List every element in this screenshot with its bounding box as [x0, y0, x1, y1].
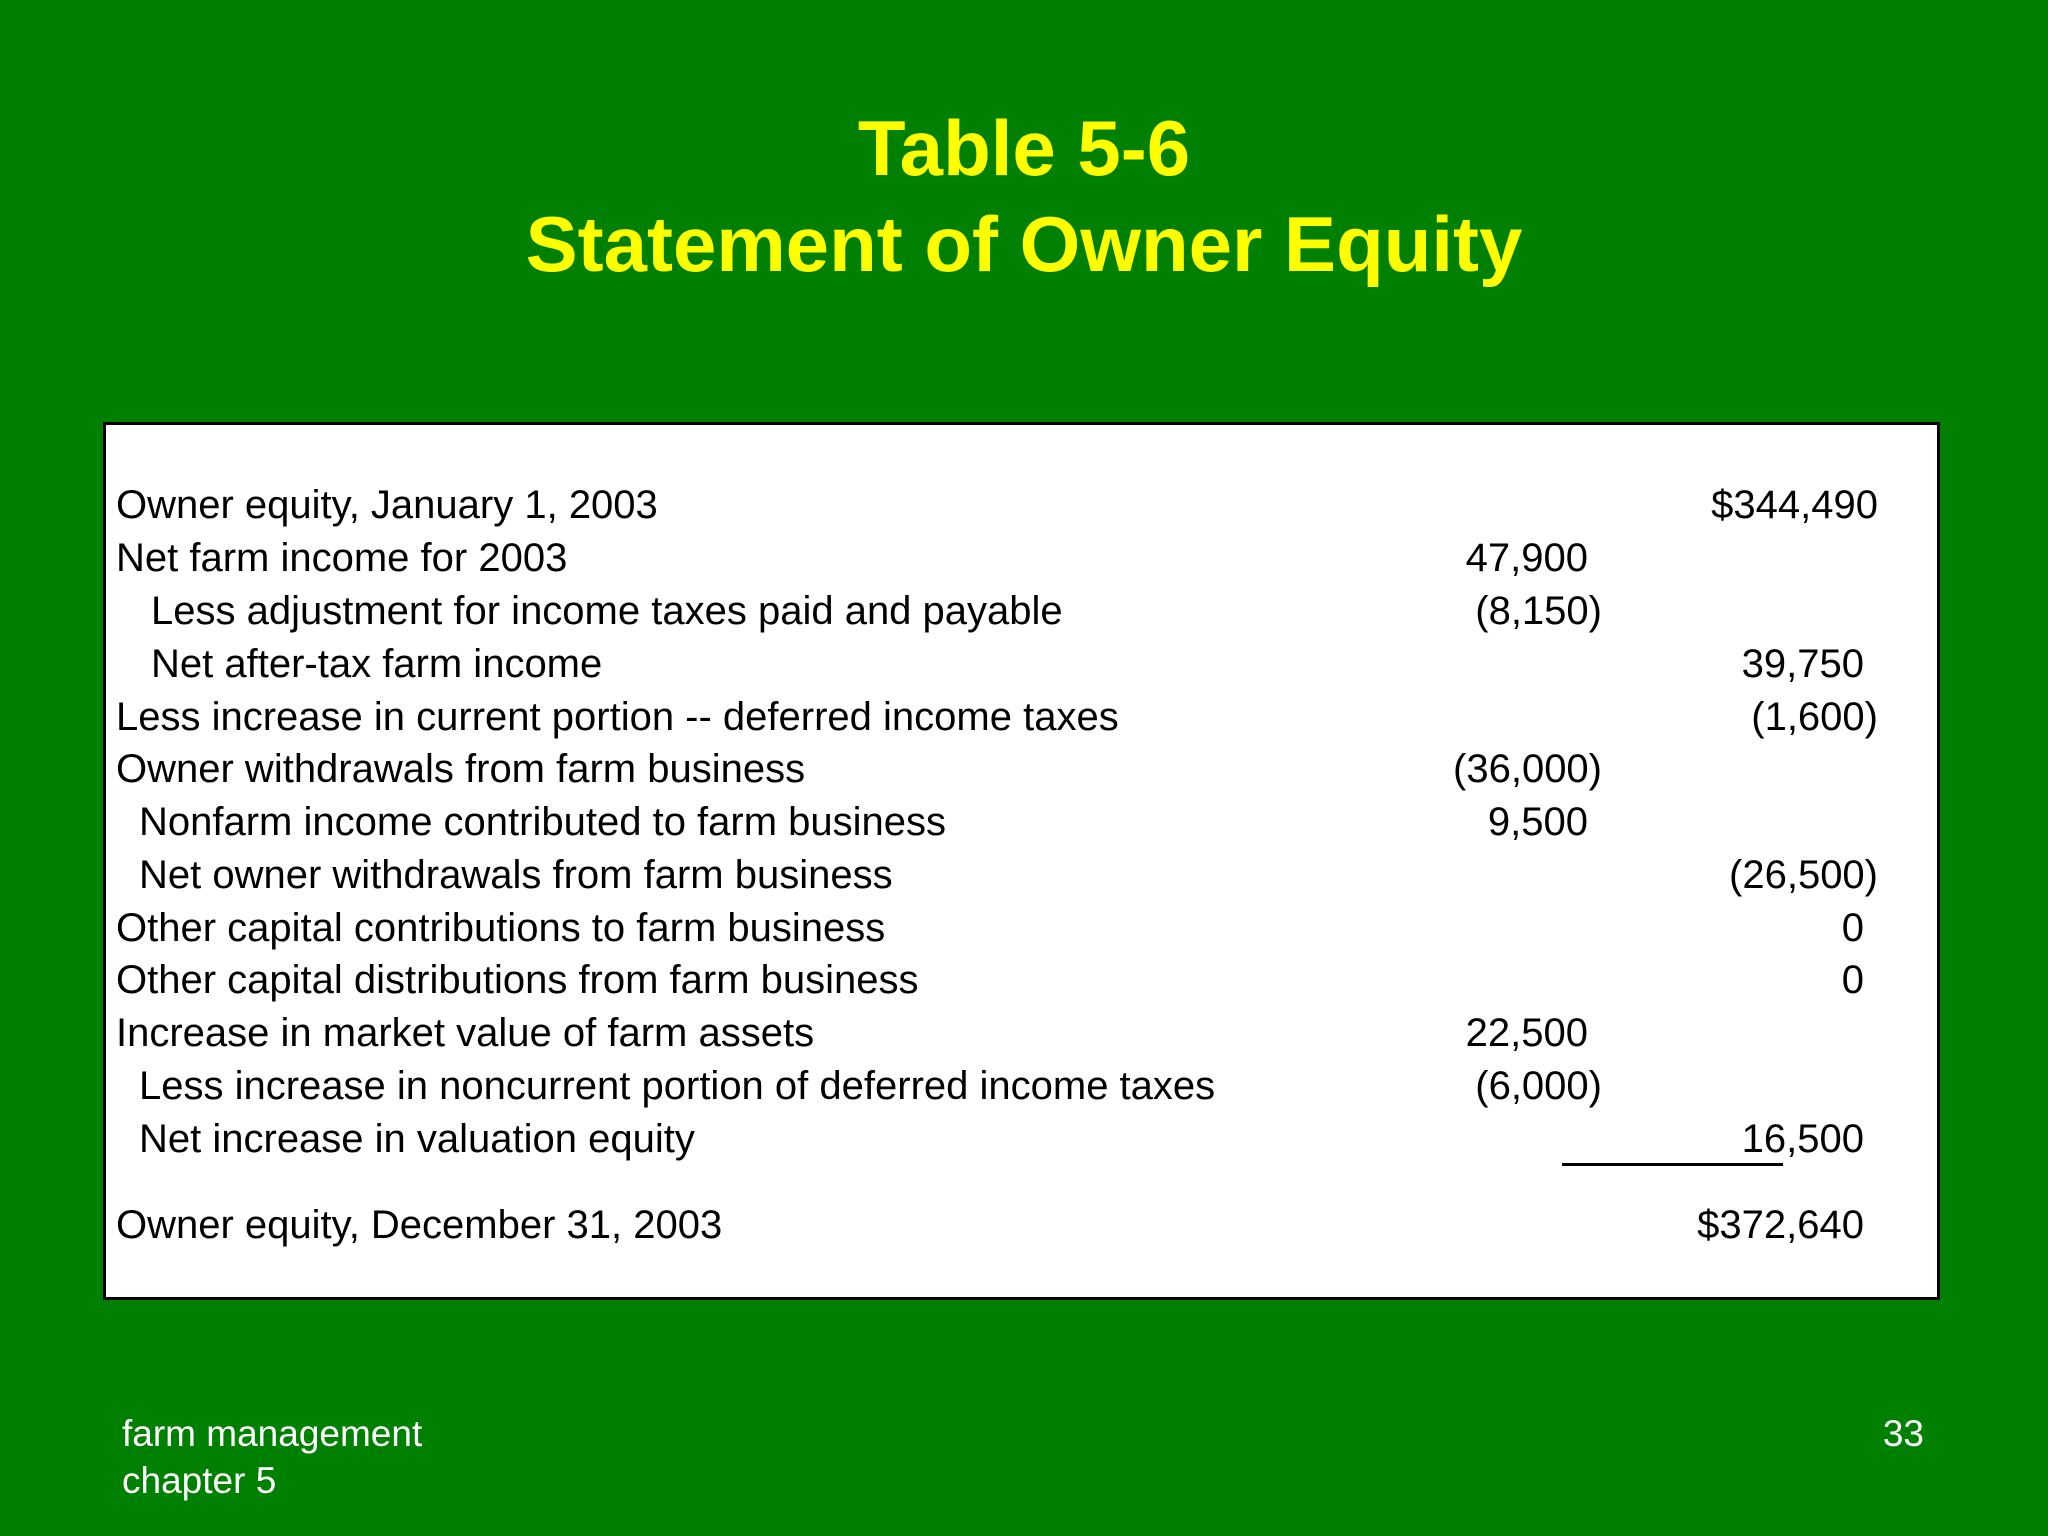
row-label: Owner equity, December 31, 2003 — [116, 1203, 723, 1247]
table-row — [106, 849, 1937, 902]
title-line-2: Statement of Owner Equity — [525, 200, 1523, 288]
row-total-value: 0 — [1841, 958, 1864, 1002]
page-number: 33 — [1882, 1413, 1924, 1454]
row-label: Net after-tax farm income — [151, 642, 603, 686]
row-total-value: (1,600) — [1751, 695, 1878, 739]
row-label: Increase in market value of farm assets — [116, 1011, 815, 1055]
row-label: Less adjustment for income taxes paid and payable — [151, 589, 1063, 633]
table-row — [106, 1007, 1937, 1060]
row-label: Owner withdrawals from farm business — [116, 747, 806, 791]
row-label: Other capital contributions to farm business — [116, 906, 886, 950]
table-row — [106, 1060, 1937, 1113]
table-row — [106, 585, 1937, 638]
row-label: Less increase in current portion -- deferred income taxes — [116, 695, 1119, 739]
table-row — [106, 1199, 1937, 1252]
row-label: Other capital distributions from farm business — [116, 958, 919, 1002]
row-detail-value: 47,900 — [1465, 536, 1588, 580]
footer-course: farm management — [122, 1413, 423, 1454]
footer-chapter: chapter 5 — [122, 1460, 277, 1501]
row-total-value: 16,500 — [1741, 1117, 1864, 1161]
equity-statement-table — [103, 422, 1940, 1300]
table-row — [106, 479, 1937, 532]
table-row — [106, 902, 1937, 955]
row-total-value: $372,640 — [1697, 1203, 1864, 1247]
slide-title — [0, 100, 2048, 292]
row-label: Nonfarm income contributed to farm business — [139, 800, 947, 844]
row-total-value: $344,490 — [1711, 483, 1878, 527]
row-label: Less increase in noncurrent portion of deferred income taxes — [139, 1064, 1216, 1108]
slide-footer — [122, 1410, 422, 1504]
table-row — [106, 691, 1937, 744]
table-row — [106, 796, 1937, 849]
row-label: Net farm income for 2003 — [116, 536, 568, 580]
row-detail-value: (8,150) — [1475, 589, 1602, 633]
row-total-value: (26,500) — [1729, 853, 1878, 897]
row-detail-value: (6,000) — [1475, 1064, 1602, 1108]
row-total-value: 39,750 — [1741, 642, 1864, 686]
row-label: Net owner withdrawals from farm business — [139, 853, 893, 897]
row-detail-value: (36,000) — [1453, 747, 1602, 791]
row-detail-value: 22,500 — [1465, 1011, 1588, 1055]
row-total-value: 0 — [1841, 906, 1864, 950]
row-label: Owner equity, January 1, 2003 — [116, 483, 658, 527]
table-row — [106, 743, 1937, 796]
total-underline — [1562, 1163, 1783, 1166]
table-row — [106, 638, 1937, 691]
table-row — [106, 954, 1937, 1007]
row-detail-value: 9,500 — [1487, 800, 1588, 844]
row-label: Net increase in valuation equity — [139, 1117, 695, 1161]
title-line-1: Table 5-6 — [857, 104, 1191, 192]
table-row — [106, 1113, 1937, 1166]
table-row — [106, 532, 1937, 585]
